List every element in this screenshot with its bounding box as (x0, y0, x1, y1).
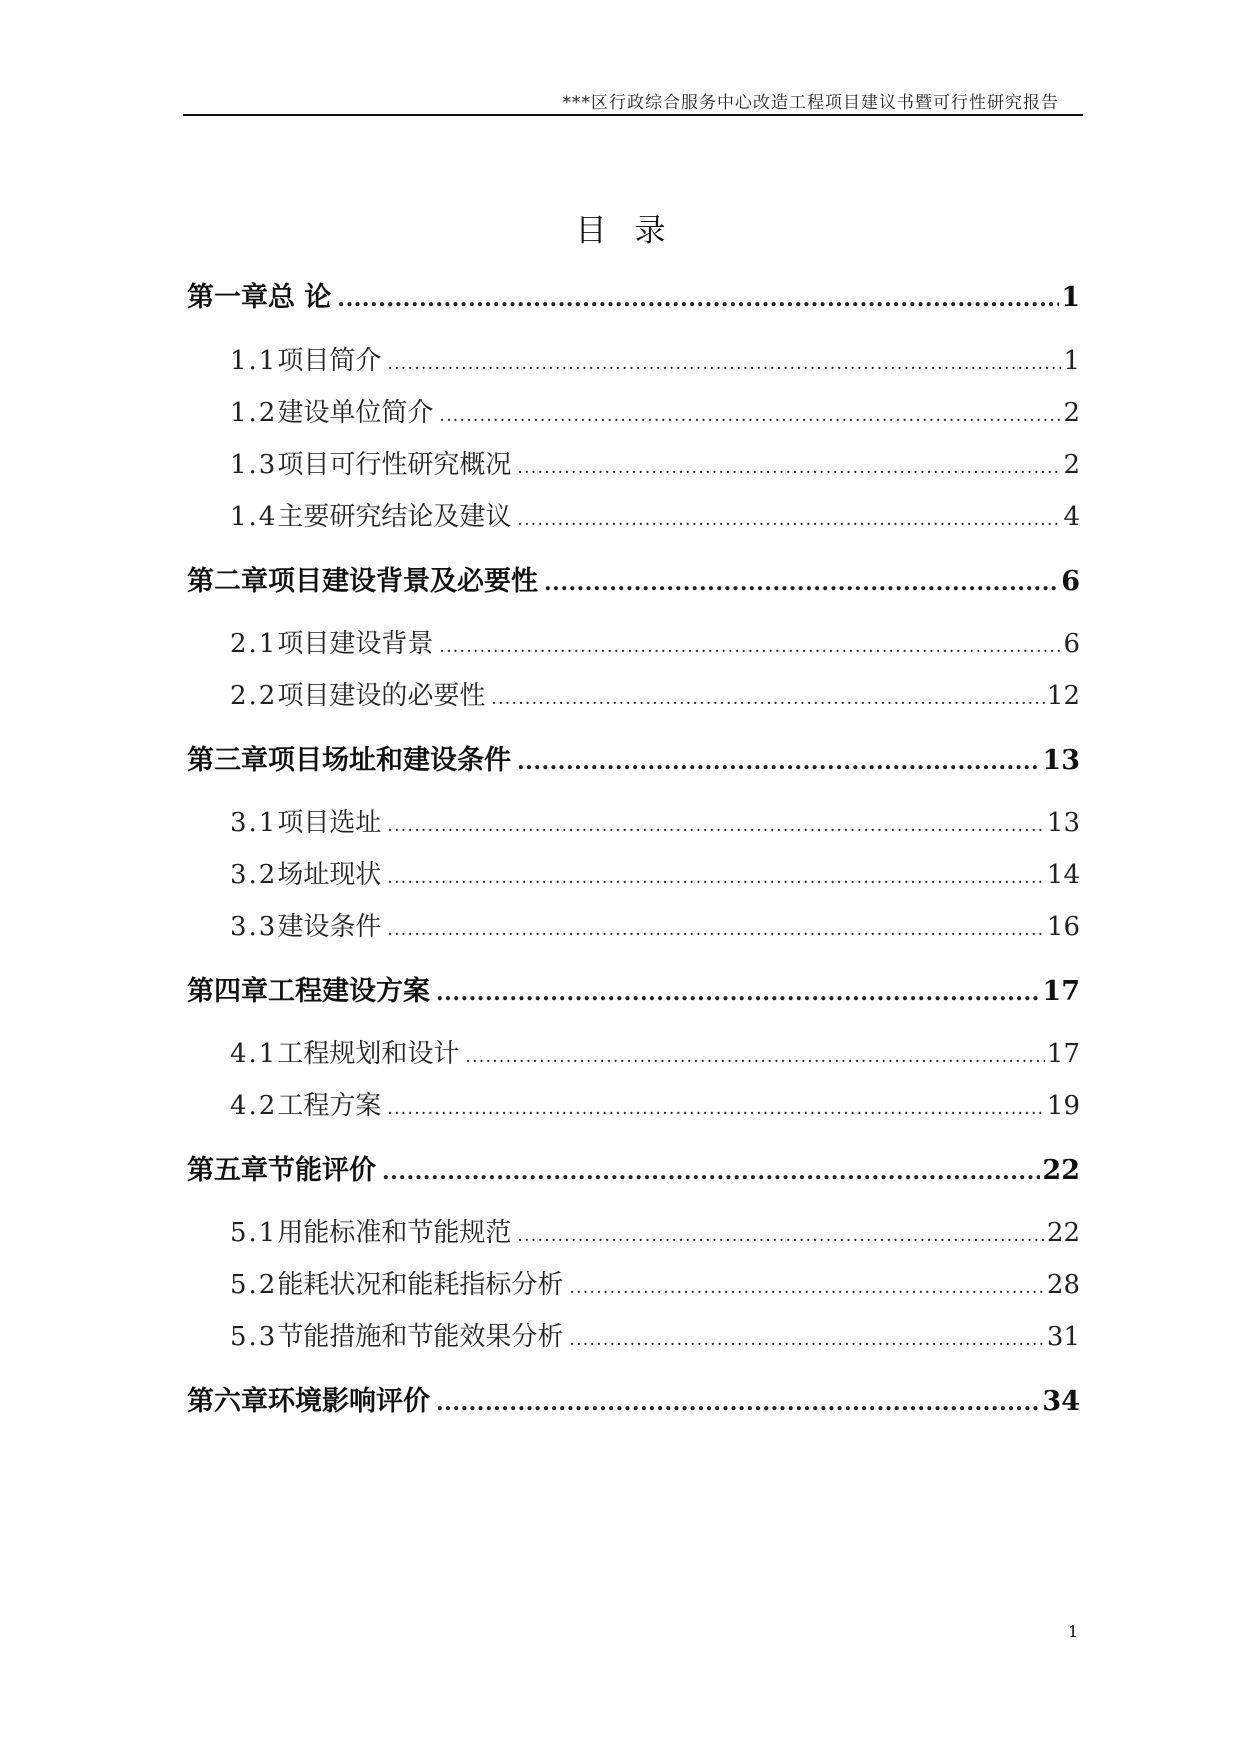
toc-label: 建设单位简介 (277, 398, 434, 428)
toc-label: 主要研究结论及建议 (277, 502, 512, 532)
toc-number: 第五章 (187, 1155, 268, 1186)
toc-section-3-2[interactable] (187, 854, 1080, 894)
toc-number: 第二章 (187, 566, 268, 597)
toc-label: 总 论 (268, 282, 332, 313)
toc-number: 4.1 (230, 1039, 278, 1069)
toc-chapter-6[interactable] (187, 1379, 1080, 1419)
toc-label: 节能评价 (268, 1155, 376, 1186)
toc-page: 4 (1063, 502, 1080, 532)
toc-number: 2.2 (230, 681, 278, 711)
toc-label: 工程建设方案 (268, 976, 430, 1007)
toc-label: 用能标准和节能规范 (277, 1218, 512, 1248)
toc-page: 1 (1063, 346, 1080, 376)
dot-leader (439, 637, 1061, 657)
header-text: ***区行政综合服务中心改造工程项目建议书暨可行性研究报告 (562, 93, 1059, 113)
toc-page: 13 (1042, 745, 1080, 776)
toc-number: 5.3 (230, 1322, 278, 1352)
dot-leader (491, 689, 1045, 709)
toc-number: 第三章 (187, 745, 268, 776)
toc-section-1-1[interactable] (187, 340, 1080, 380)
toc-chapter-4[interactable] (187, 969, 1080, 1009)
toc-chapter-5[interactable] (187, 1148, 1080, 1188)
toc-label: 项目简介 (277, 346, 382, 376)
toc-number: 3.3 (230, 912, 278, 942)
dot-leader (517, 510, 1061, 530)
dot-leader (387, 1099, 1045, 1119)
toc-number: 5.1 (230, 1218, 278, 1248)
toc-section-1-2[interactable] (187, 392, 1080, 432)
toc-page: 14 (1046, 860, 1080, 890)
dot-leader (436, 1390, 1040, 1416)
dot-leader (387, 816, 1045, 836)
toc-label: 工程方案 (277, 1091, 382, 1121)
toc-section-2-1[interactable] (187, 623, 1080, 663)
toc-section-3-1[interactable] (187, 802, 1080, 842)
toc-number: 4.2 (230, 1091, 278, 1121)
toc-page: 12 (1046, 681, 1080, 711)
toc-chapter-2[interactable] (187, 559, 1080, 599)
toc-page: 17 (1046, 1039, 1080, 1069)
toc-label: 项目选址 (277, 808, 382, 838)
dot-leader (436, 980, 1040, 1006)
toc-label: 工程规划和设计 (277, 1039, 460, 1069)
page-header (183, 86, 1083, 116)
dot-leader (569, 1330, 1045, 1350)
toc-section-2-2[interactable] (187, 675, 1080, 715)
toc-label: 项目建设的必要性 (277, 681, 486, 711)
toc-section-4-2[interactable] (187, 1085, 1080, 1125)
page-number: 1 (1068, 1622, 1079, 1641)
dot-leader (517, 1226, 1045, 1246)
dot-leader (517, 749, 1040, 775)
toc-label: 能耗状况和能耗指标分析 (277, 1270, 564, 1300)
toc-number: 第四章 (187, 976, 268, 1007)
toc-page: 22 (1042, 1155, 1080, 1186)
toc-label: 环境影响评价 (268, 1386, 430, 1417)
toc-number: 3.1 (230, 808, 278, 838)
toc-label: 项目可行性研究概况 (277, 450, 512, 480)
toc-page: 31 (1046, 1322, 1080, 1352)
toc-number: 第六章 (187, 1386, 268, 1417)
toc-page: 1 (1061, 282, 1080, 313)
toc-number: 1.4 (230, 502, 278, 532)
dot-leader (387, 354, 1061, 374)
toc-page: 16 (1046, 912, 1080, 942)
toc-section-5-3[interactable] (187, 1316, 1080, 1356)
toc-page: 34 (1042, 1386, 1080, 1417)
toc-label: 项目场址和建设条件 (268, 745, 511, 776)
toc-page: 2 (1063, 450, 1080, 480)
dot-leader (337, 286, 1059, 312)
toc-page: 28 (1046, 1270, 1080, 1300)
toc-section-5-1[interactable] (187, 1212, 1080, 1252)
toc-number: 5.2 (230, 1270, 278, 1300)
toc-page: 6 (1063, 629, 1080, 659)
toc-section-1-3[interactable] (187, 444, 1080, 484)
toc-number: 1.2 (230, 398, 278, 428)
toc-section-5-2[interactable] (187, 1264, 1080, 1304)
dot-leader (544, 570, 1059, 596)
toc-title: 目录 (575, 213, 694, 249)
dot-leader (439, 406, 1061, 426)
toc-page: 13 (1046, 808, 1080, 838)
toc-section-3-3[interactable] (187, 906, 1080, 946)
toc-section-4-1[interactable] (187, 1033, 1080, 1073)
toc-page: 2 (1063, 398, 1080, 428)
dot-leader (569, 1278, 1045, 1298)
toc-label: 建设条件 (277, 912, 382, 942)
toc-label: 节能措施和节能效果分析 (277, 1322, 564, 1352)
toc-chapter-1[interactable] (187, 275, 1080, 315)
toc-number: 1.3 (230, 450, 278, 480)
toc-page: 22 (1046, 1218, 1080, 1248)
dot-leader (387, 920, 1045, 940)
toc-page: 17 (1042, 976, 1080, 1007)
dot-leader (387, 868, 1045, 888)
dot-leader (517, 458, 1061, 478)
toc-page: 6 (1061, 566, 1080, 597)
toc-label: 场址现状 (277, 860, 382, 890)
toc-number: 2.1 (230, 629, 278, 659)
toc-number: 1.1 (230, 346, 278, 376)
toc-label: 项目建设背景及必要性 (268, 566, 538, 597)
toc-number: 3.2 (230, 860, 278, 890)
toc-label: 项目建设背景 (277, 629, 434, 659)
dot-leader (465, 1047, 1045, 1067)
toc-page: 19 (1046, 1091, 1080, 1121)
dot-leader (382, 1159, 1040, 1185)
toc-chapter-3[interactable] (187, 738, 1080, 778)
toc-section-1-4[interactable] (187, 496, 1080, 536)
toc-number: 第一章 (187, 282, 268, 313)
